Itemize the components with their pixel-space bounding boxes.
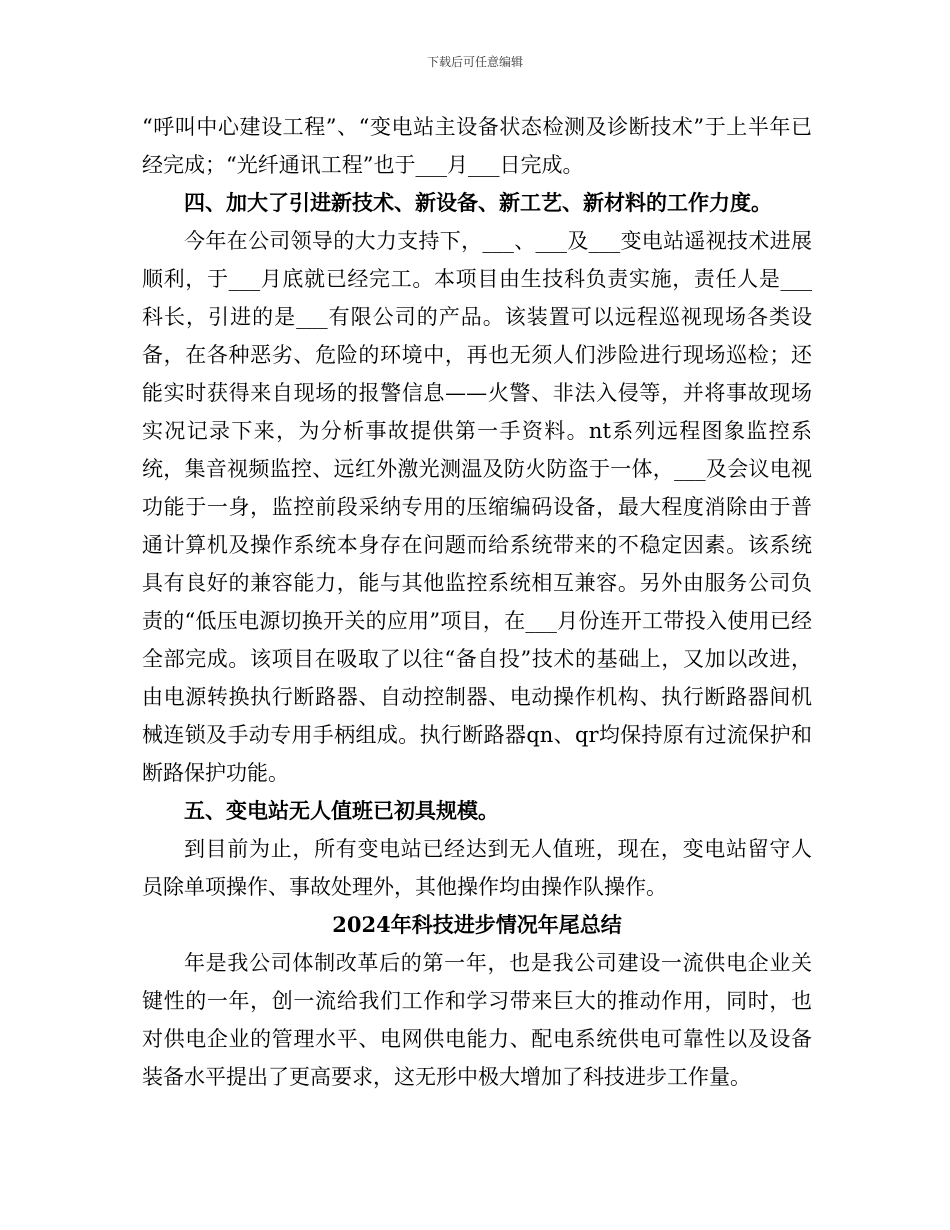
- section-heading-5: 五、变电站无人值班已初具规模。: [184, 798, 499, 823]
- page-header: 下载后可任意编辑: [426, 55, 523, 69]
- paragraph-1: “呼叫中心建设工程”、“变电站主设备状态检测及诊断技术”于上半年已经完成；“光纤通讯工程”也于___月___日完成。: [142, 115, 812, 177]
- paragraph-3: 到目前为止，所有变电站已经达到无人值班，现在，变电站留守人员除单项操作、事故处理外，其他操作均由操作队操作。: [142, 837, 812, 899]
- section-heading-4: 四、加大了引进新技术、新设备、新工艺、新材料的工作力度。: [184, 190, 772, 215]
- paragraph-2: 今年在公司领导的大力支持下，___、___及___变电站遥视技术进展顺利，于___月底就已经完工。本项目由生技科负责实施，责任人是___科长，引进的是___有限公司的产品。该装置可以远程巡视现场各类设备，在各种恶劣、危险的环境中，再也无须人们涉险进行现场巡检；还能实时获得来自现场的报警信息——火警、非法入侵等，并将事故现场实况记录下来，为分析事故提供第一手资料。nt系列远程图象监控系统，集音视频监控、远红外激光测温及防火防盗于一体，___及会议电视功能于一身，监控前段采纳专用的压缩编码设备，最大程度消除由于普通计算机及操作系统本身存在问题而给系统带来的不稳定因素。该系统具有良好的兼容能力，能与其他监控系统相互兼容。另外由服务公司负责的“低压电源切换开关的应用”项目，在___月份连开工带投入使用已经全部完成。该项目在吸取了以往“备自投”技术的基础上，又加以改进，由电源转换执行断路器、自动控制器、电动操作机构、执行断路器间机械连锁及手动专用手柄组成。执行断路器qn、qr均保持原有过流保护和断路保护功能。: [142, 229, 812, 785]
- document-title: 2024年科技进步情况年尾总结: [332, 912, 622, 937]
- paragraph-4: 年是我公司体制改革后的第一年，也是我公司建设一流供电企业关键性的一年，创一流给我们工作和学习带来巨大的推动作用，同时，也对供电企业的管理水平、电网供电能力、配电系统供电可靠性以及设备装备水平提出了更高要求，这无形中极大增加了科技进步工作量。: [142, 951, 812, 1089]
- document-body: [142, 108, 812, 1096]
